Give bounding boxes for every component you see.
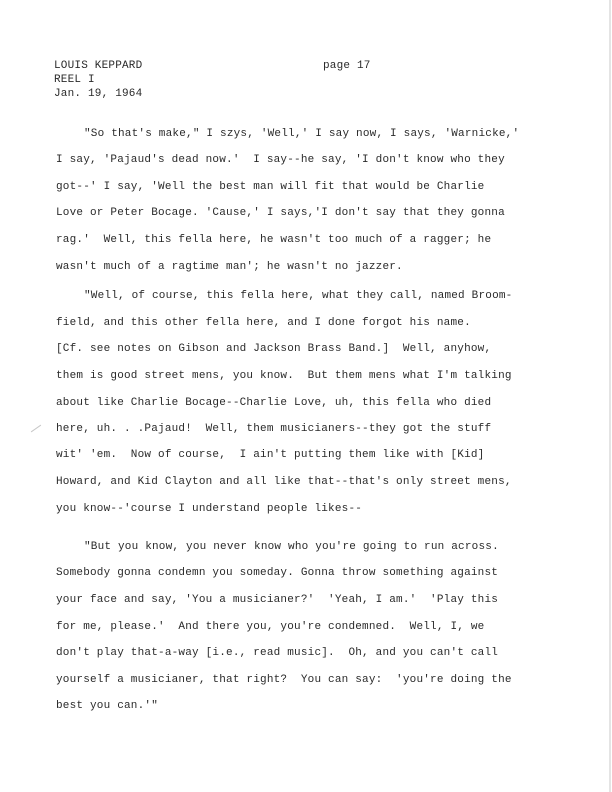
- reel-label: REEL I: [54, 74, 95, 86]
- interview-date: Jan. 19, 1964: [54, 88, 143, 100]
- body-line: wit' 'em. Now of course, I ain't putting them like with [Kid]: [56, 449, 485, 461]
- page-number: page 17: [323, 60, 371, 72]
- body-line: wasn't much of a ragtime man'; he wasn't no jazzer.: [56, 261, 403, 273]
- body-line: you know--'course I understand people likes--: [56, 503, 363, 515]
- body-line: them is good street mens, you know. But them mens what I'm talking: [56, 370, 512, 382]
- body-line: Howard, and Kid Clayton and all like that--that's only street mens,: [56, 476, 512, 488]
- body-line: rag.' Well, this fella here, he wasn't too much of a ragger; he: [56, 234, 492, 246]
- body-line: best you can.'": [56, 700, 159, 712]
- body-line: "But you know, you never know who you're going to run across.: [84, 541, 499, 553]
- body-line: [Cf. see notes on Gibson and Jackson Brass Band.] Well, anyhow,: [56, 343, 492, 355]
- interviewee-name: LOUIS KEPPARD: [54, 60, 143, 72]
- body-line: Love or Peter Bocage. 'Cause,' I says,'I don't say that they gonna: [56, 207, 505, 219]
- page-edge: [609, 0, 611, 792]
- body-line: yourself a musicianer, that right? You can say: 'you're doing the: [56, 674, 512, 686]
- body-line: don't play that-a-way [i.e., read music]. Oh, and you can't call: [56, 647, 499, 659]
- body-line: for me, please.' And there you, you're condemned. Well, I, we: [56, 621, 485, 633]
- body-line: about like Charlie Bocage--Charlie Love, uh, this fella who died: [56, 397, 492, 409]
- body-line: here, uh. . .Pajaud! Well, them musicianers--they got the stuff: [56, 423, 492, 435]
- body-line: "Well, of course, this fella here, what they call, named Broom-: [84, 290, 513, 302]
- body-line: field, and this other fella here, and I done forgot his name.: [56, 317, 471, 329]
- body-line: I say, 'Pajaud's dead now.' I say--he say, 'I don't know who they: [56, 154, 505, 166]
- pencil-mark: [31, 425, 41, 433]
- body-line: Somebody gonna condemn you someday. Gonna throw something against: [56, 567, 499, 579]
- body-line: "So that's make," I szys, 'Well,' I say now, I says, 'Warnicke,': [84, 128, 520, 140]
- body-line: got--' I say, 'Well the best man will fit that would be Charlie: [56, 181, 485, 193]
- body-line: your face and say, 'You a musicianer?' 'Yeah, I am.' 'Play this: [56, 594, 499, 606]
